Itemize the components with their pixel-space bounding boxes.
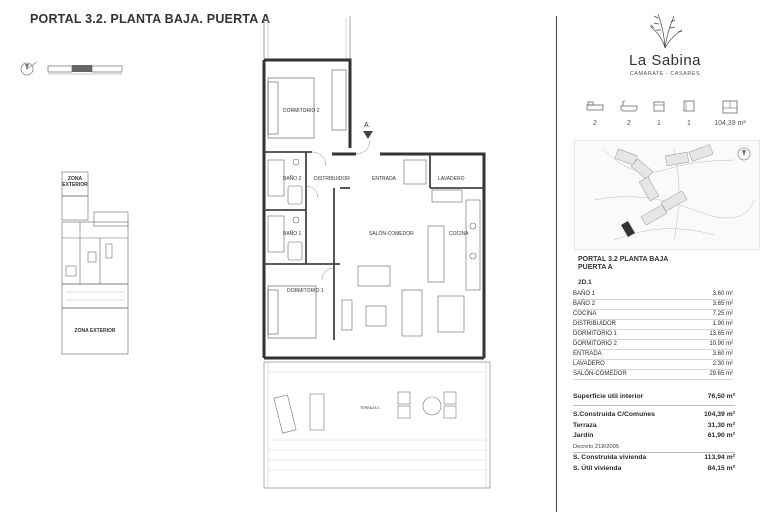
room-name: DISTRIBUIDOR — [573, 321, 617, 327]
bed-icon — [586, 100, 604, 112]
label-dormitorio-1: DORMITORIO 1 — [287, 288, 324, 294]
room-area: 3.60 m² — [712, 291, 733, 297]
jardin-value: 61,90 m² — [707, 432, 735, 439]
label-distribuidor: DISTRIBUIDOR — [314, 176, 350, 182]
terraza-value: 31,30 m² — [707, 422, 735, 429]
terrace-icon — [680, 100, 698, 112]
table-row — [573, 370, 733, 380]
feature-terrace — [674, 100, 704, 127]
construida-row — [573, 411, 735, 418]
kitchen-icon — [650, 100, 668, 112]
room-name: LAVADERO — [573, 361, 605, 367]
superficie-value: 76,50 m² — [707, 393, 735, 400]
jardin-label: Jardín — [573, 432, 594, 439]
brand-name: La Sabina — [628, 52, 702, 69]
room-name: DORMITORIO 1 — [573, 331, 617, 337]
total-area: 104,39 m² — [714, 120, 746, 127]
site-location-map — [574, 140, 760, 250]
floorplan-icon — [721, 100, 739, 114]
construida-label: S.Construida C/Comunes — [573, 411, 655, 418]
room-area: 1.90 m² — [712, 321, 733, 327]
jardin-row — [573, 432, 735, 439]
label-entrance-a: A — [364, 122, 369, 129]
s-util-row — [573, 465, 735, 472]
label-entrada: ENTRADA — [372, 176, 396, 182]
table-row — [573, 350, 733, 360]
zone-exterior-top: ZONA EXTERIOR — [62, 176, 88, 188]
decreto-row — [573, 444, 735, 450]
superficie-util-row — [573, 393, 735, 400]
room-name: BAÑO 1 — [573, 291, 596, 297]
table-row — [573, 330, 733, 340]
label-bano-1: BAÑO 1 — [283, 231, 302, 237]
divider — [573, 452, 735, 453]
room-name: DORMITORIO 2 — [573, 341, 617, 347]
bedrooms-count: 2 — [593, 120, 597, 127]
zone-exterior-bottom: ZONA EXTERIOR — [74, 328, 116, 334]
s-construida-label: S. Construida vivienda — [573, 454, 647, 461]
s-util-value: 84,15 m² — [707, 465, 735, 472]
room-area: 13.65 m² — [709, 331, 733, 337]
unit-title-line2: PUERTA A — [578, 264, 613, 271]
label-bano-2: BAÑO 2 — [283, 176, 302, 182]
label-cocina: COCINA — [449, 231, 469, 237]
s-construida-value: 113,94 m² — [704, 454, 735, 461]
s-util-label: S. Útil vivienda — [573, 465, 622, 472]
sabina-plant-logo — [640, 10, 690, 50]
label-lavadero: LAVADERO — [438, 176, 465, 182]
panel-divider — [556, 16, 557, 512]
room-area: 7.25 m² — [712, 311, 733, 317]
room-name: SALÓN-COMEDOR — [573, 371, 627, 377]
room-area: 29.65 m² — [709, 371, 733, 377]
label-salon-comedor: SALÓN-COMEDOR — [369, 231, 414, 237]
unit-title-line1: PORTAL 3.2 PLANTA BAJA — [578, 256, 669, 263]
terraza-label: Terraza — [573, 422, 597, 429]
room-area: 10.90 m² — [709, 341, 733, 347]
table-row — [573, 310, 733, 320]
bathtub-icon — [620, 100, 638, 112]
bathrooms-count: 2 — [627, 120, 631, 127]
decreto-text: Decreto 218/2005 — [573, 444, 620, 450]
construida-value: 104,39 m² — [704, 411, 735, 418]
room-area: 3.65 m² — [712, 301, 733, 307]
label-dormitorio-2: DORMITORIO 2 — [283, 108, 320, 114]
feature-bathrooms — [614, 100, 644, 127]
room-name: ENTRADA — [573, 351, 602, 357]
kitchen-count: 1 — [657, 120, 661, 127]
label-terraza: TERRAZA 1 — [360, 406, 380, 410]
table-row — [573, 360, 733, 370]
room-area: 2.30 m² — [712, 361, 733, 367]
table-row — [573, 320, 733, 330]
unit-code: 2D.1 — [578, 279, 592, 286]
brand-location: CAMARATE - CASARES — [629, 71, 701, 77]
table-row — [573, 290, 733, 300]
divider — [573, 405, 735, 406]
feature-kitchen — [644, 100, 674, 127]
page-title: PORTAL 3.2. PLANTA BAJA. PUERTA A — [30, 12, 271, 26]
entrance-marker-icon — [363, 131, 373, 139]
s-construida-row — [573, 454, 735, 461]
unit-title — [578, 256, 668, 272]
terraza-row — [573, 422, 735, 429]
table-row — [573, 300, 733, 310]
terrace-count: 1 — [687, 120, 691, 127]
room-name: COCINA — [573, 311, 597, 317]
room-area: 3.60 m² — [712, 351, 733, 357]
table-row — [573, 340, 733, 350]
superficie-label: Superficie útil interior — [573, 393, 644, 400]
features-row — [580, 100, 750, 140]
room-name: BAÑO 2 — [573, 301, 596, 307]
room-areas-table — [573, 290, 733, 380]
feature-bedrooms — [580, 100, 610, 127]
feature-area — [710, 100, 750, 127]
